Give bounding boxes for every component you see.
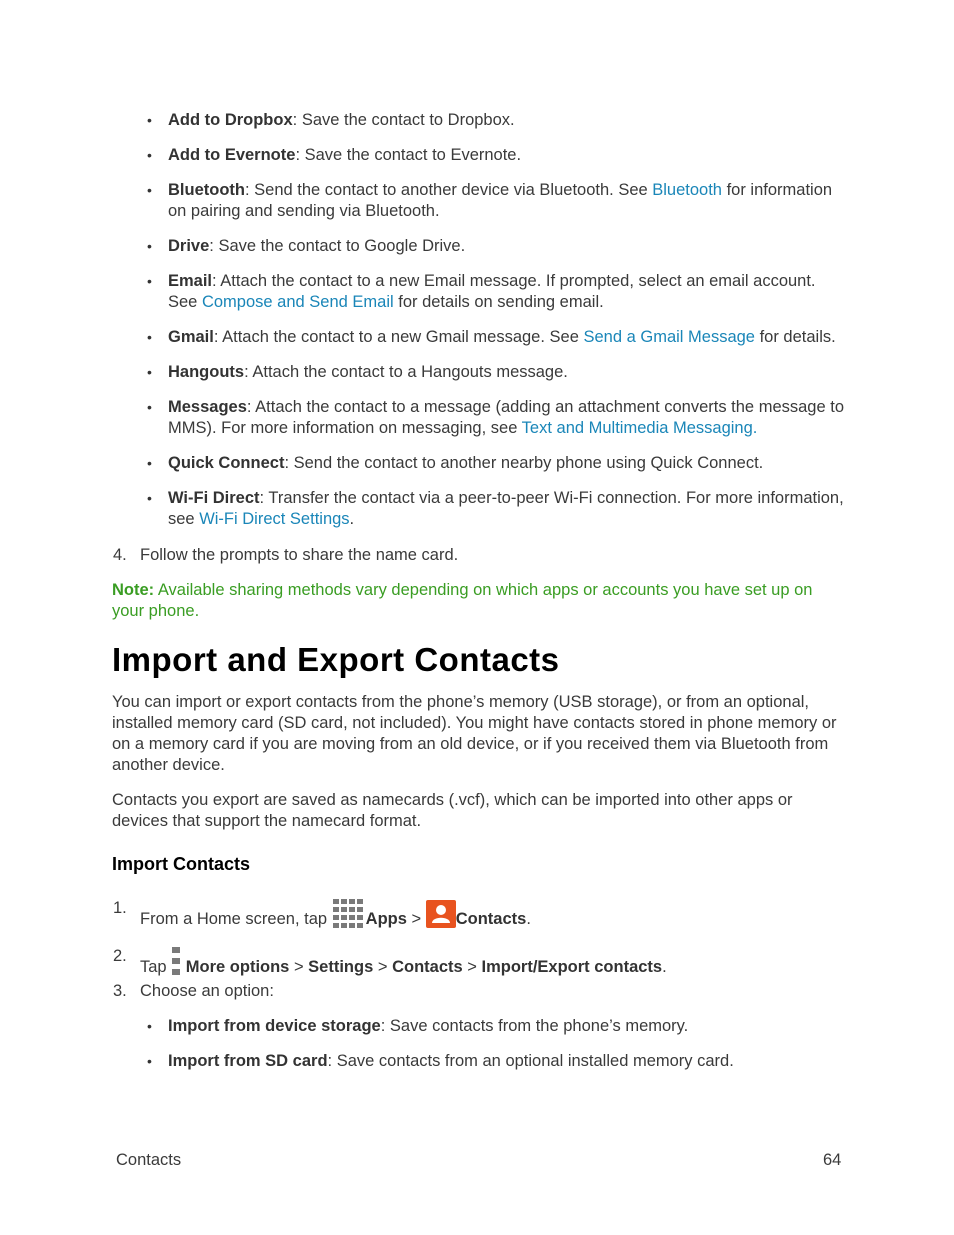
- list-item: • Gmail: Attach the contact to a new Gmail message. See Send a Gmail Message for details.: [147, 327, 847, 348]
- list-item: • Import from device storage: Save contacts from the phone’s memory.: [147, 1016, 847, 1037]
- list-item: • Import from SD card: Save contacts from an optional installed memory card.: [147, 1051, 847, 1072]
- bluetooth-link[interactable]: Bluetooth: [652, 181, 722, 199]
- contacts-icon: [426, 900, 456, 928]
- gmail-message-link[interactable]: Send a Gmail Message: [583, 328, 755, 346]
- compose-email-link[interactable]: Compose and Send Email: [201, 293, 394, 311]
- messaging-link[interactable]: Text and Multimedia Messaging.: [521, 419, 758, 437]
- list-item: • Wi-Fi Direct: Transfer the contact via a peer-to-peer Wi-Fi connection. For more information, see Wi-Fi Direct Settings.: [147, 488, 847, 530]
- page-title: Import and Export Contacts: [112, 641, 560, 678]
- export-paragraph: Contacts you export are saved as namecards (.vcf), which can be imported into other apps or devices that support the namecard format.: [112, 791, 793, 830]
- page-number: 64: [823, 1151, 842, 1169]
- list-item: • Hangouts: Attach the contact to a Hangouts message.: [147, 362, 847, 383]
- more-options-icon: [171, 946, 181, 976]
- list-item: • Drive: Save the contact to Google Drive.: [147, 236, 847, 257]
- list-item: • Bluetooth: Send the contact to another device via Bluetooth. See Bluetooth for information on pairing and sending via Bluetooth.: [147, 180, 847, 222]
- list-item: • Add to Evernote: Save the contact to Evernote.: [147, 145, 847, 166]
- list-item: • Add to Dropbox: Save the contact to Dropbox.: [147, 110, 847, 131]
- list-item: • Messages: Attach the contact to a message (adding an attachment converts the message to MMS). For more information on messaging, see Text and Multimedia Messaging.: [147, 397, 847, 439]
- wifi-direct-link[interactable]: Wi-Fi Direct Settings: [199, 510, 350, 528]
- import-options-list: [147, 1016, 847, 1086]
- apps-icon: [332, 898, 366, 930]
- list-item: • Email: Attach the contact to a new Email message. If prompted, select an email account. See Compose and Send Email for details on sending email.: [147, 271, 847, 313]
- list-item: • Quick Connect: Send the contact to another nearby phone using Quick Connect.: [147, 453, 847, 474]
- share-options-list: [147, 110, 847, 544]
- subsection-title: Import Contacts: [112, 854, 251, 874]
- intro-paragraph: You can import or export contacts from the phone’s memory (USB storage), or from an optional, installed memory card (SD card, not included). You might have contacts stored in phone memory or on a memory card if you are moving from an old device, or if you received them via Bluetooth from another device.: [112, 693, 837, 774]
- note: Note: Available sharing methods vary depending on which apps or accounts you have set up on your phone.: [112, 581, 813, 620]
- footer-section: Contacts: [116, 1151, 182, 1169]
